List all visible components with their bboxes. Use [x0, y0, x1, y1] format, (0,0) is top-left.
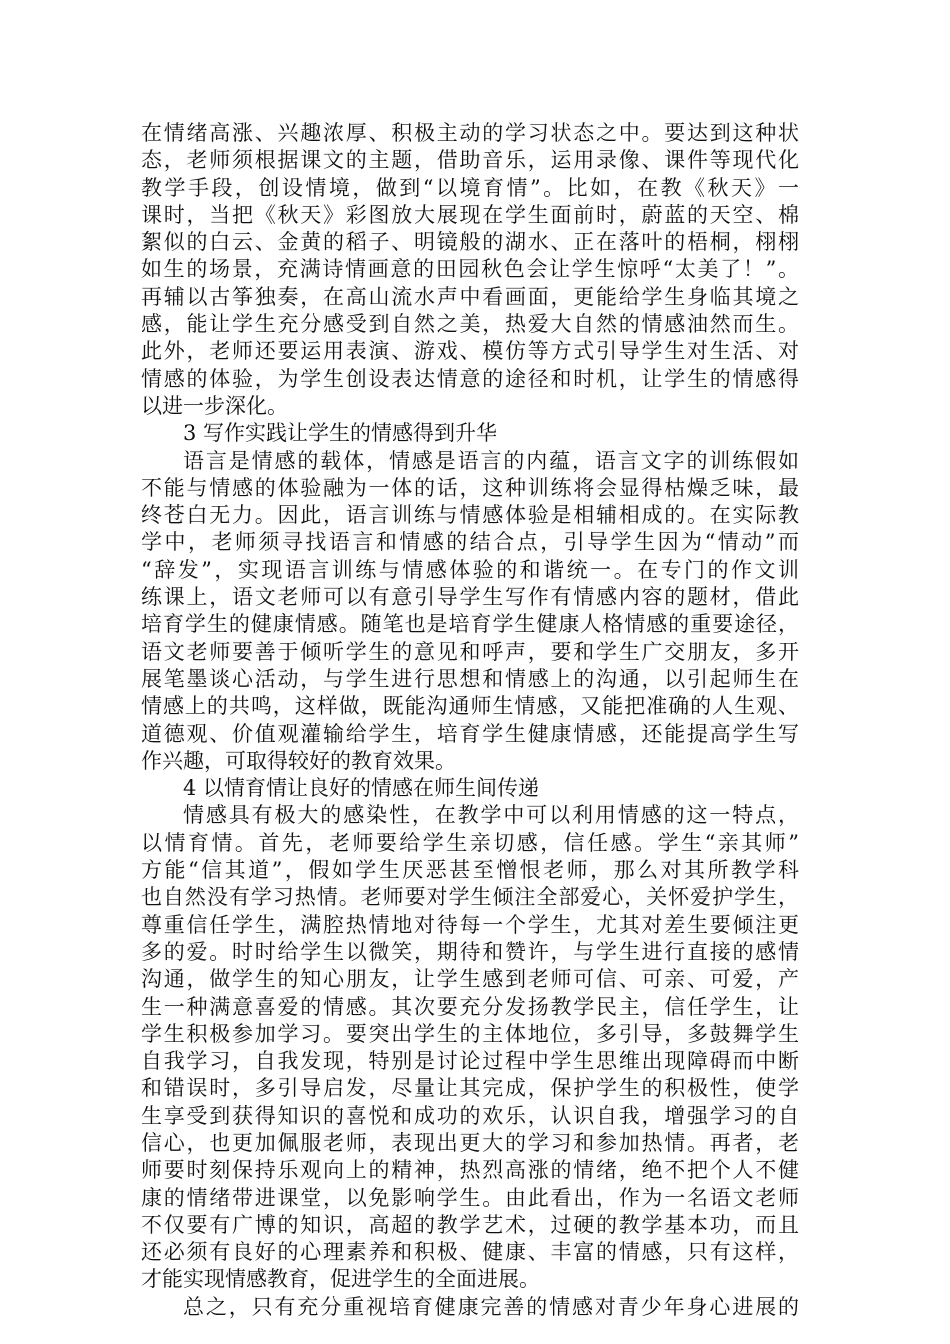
body-text-line: 康的情绪带进课堂，以免影响学生。由此看出，作为一名语文老师	[141, 1185, 799, 1210]
body-text-line: 不仅要有广博的知识，高超的教学艺术，过硬的教学基本功，而且	[141, 1212, 799, 1237]
body-text-line: 此外，老师还要运用表演、游戏、模仿等方式引导学生对生活、对	[141, 339, 799, 364]
body-text-line: 学中，老师须寻找语言和情感的结合点，引导学生因为“情动”而	[141, 530, 799, 555]
document-page	[141, 120, 799, 1321]
body-text-line: 教学手段，创设情境，做到“以境育情”。比如，在教《秋天》一	[141, 175, 799, 200]
body-text-line: 生享受到获得知识的喜悦和成功的欢乐，认识自我，增强学习的自	[141, 1103, 799, 1128]
body-text-line: 情感上的共鸣，这样做，既能沟通师生情感，又能把准确的人生观、	[141, 694, 799, 719]
body-text-line: 在情绪高涨、兴趣浓厚、积极主动的学习状态之中。要达到这种状	[141, 121, 799, 145]
body-text-line: 总之，只有充分重视培育健康完善的情感对青少年身心进展的	[183, 1294, 799, 1319]
body-text-line: 和错误时，多引导启发，尽量让其完成，保护学生的积极性，使学	[141, 1076, 799, 1101]
body-text-line: 如生的场景，充满诗情画意的田园秋色会让学生惊呼“太美了！”。	[141, 257, 799, 282]
body-text-line: “辞发”，实现语言训练与情感体验的和谐统一。在专门的作文训	[141, 557, 799, 582]
body-text-line: 态，老师须根据课文的主题，借助音乐，运用录像、课件等现代化	[141, 148, 799, 173]
body-text-line: 展笔墨谈心活动，与学生进行思想和情感上的沟通，以引起师生在	[141, 666, 799, 691]
body-text-line: 还必须有良好的心理素养和积极、健康、丰富的情感，只有这样，	[141, 1240, 799, 1265]
body-text-line: 培育学生的健康情感。随笔也是培育学生健康人格情感的重要途径，	[141, 612, 799, 637]
body-text-line: 感，能让学生充分感受到自然之美，热爱大自然的情感油然而生。	[141, 312, 799, 337]
body-text-line: 情感具有极大的感染性，在教学中可以利用情感的这一特点，	[183, 803, 799, 828]
body-text-line: 才能实现情感教育，促进学生的全面进展。	[141, 1267, 540, 1292]
body-text-line: 信心，也更加佩服老师，表现出更大的学习和参加热情。再者，老	[141, 1130, 799, 1155]
body-text-line: 尊重信任学生，满腔热情地对待每一个学生，尤其对差生要倾注更	[141, 912, 799, 937]
body-text-line: 絮似的白云、金黄的稻子、明镜般的湖水、正在落叶的梧桐，栩栩	[141, 230, 799, 255]
body-text-line: 作兴趣，可取得较好的教育效果。	[141, 748, 456, 773]
body-text-line: 语言是情感的载体，情感是语言的内蕴，语言文字的训练假如	[183, 448, 799, 473]
body-text-line: 多的爱。时时给学生以微笑，期待和赞许，与学生进行直接的感情	[141, 939, 799, 964]
body-text-line: 自我学习，自我发现，特别是讨论过程中学生思维出现障碍而中断	[141, 1049, 799, 1074]
body-text-line: 练课上，语文老师可以有意引导学生写作有情感内容的题材，借此	[141, 585, 799, 610]
body-text-line: 也自然没有学习热情。老师要对学生倾注全部爱心，关怀爱护学生，	[141, 885, 799, 910]
section-heading: 3 写作实践让学生的情感得到升华	[183, 421, 498, 446]
body-text-line: 再辅以古筝独奏，在高山流水声中看画面，更能给学生身临其境之	[141, 284, 799, 309]
body-text-line: 道德观、价值观灌输给学生，培育学生健康情感，还能提高学生写	[141, 721, 799, 746]
body-text-line: 终苍白无力。因此，语言训练与情感体验是相辅相成的。在实际教	[141, 503, 799, 528]
body-text-line: 方能“信其道”，假如学生厌恶甚至憎恨老师，那么对其所教学科	[141, 858, 799, 883]
body-text-line: 情感的体验，为学生创设表达情意的途径和时机，让学生的情感得	[141, 366, 799, 391]
body-text-line: 师要时刻保持乐观向上的精神，热烈高涨的情绪，绝不把个人不健	[141, 1158, 799, 1183]
body-text-line: 以情育情。首先，老师要给学生亲切感，信任感。学生“亲其师”	[141, 830, 799, 855]
section-heading: 4 以情育情让良好的情感在师生间传递	[183, 776, 540, 801]
body-text-line: 学生积极参加学习。要突出学生的主体地位，多引导，多鼓舞学生	[141, 1021, 799, 1046]
body-text-line: 以进一步深化。	[141, 393, 288, 418]
body-text-line: 生一种满意喜爱的情感。其次要充分发扬教学民主，信任学生，让	[141, 994, 799, 1019]
body-text-line: 课时，当把《秋天》彩图放大展现在学生面前时，蔚蓝的天空、棉	[141, 202, 799, 227]
body-text-line: 沟通，做学生的知心朋友，让学生感到老师可信、可亲、可爱，产	[141, 967, 799, 992]
body-text-line: 语文老师要善于倾听学生的意见和呼声，要和学生广交朋友，多开	[141, 639, 799, 664]
body-text-line: 不能与情感的体验融为一体的话，这种训练将会显得枯燥乏味，最	[141, 475, 799, 500]
